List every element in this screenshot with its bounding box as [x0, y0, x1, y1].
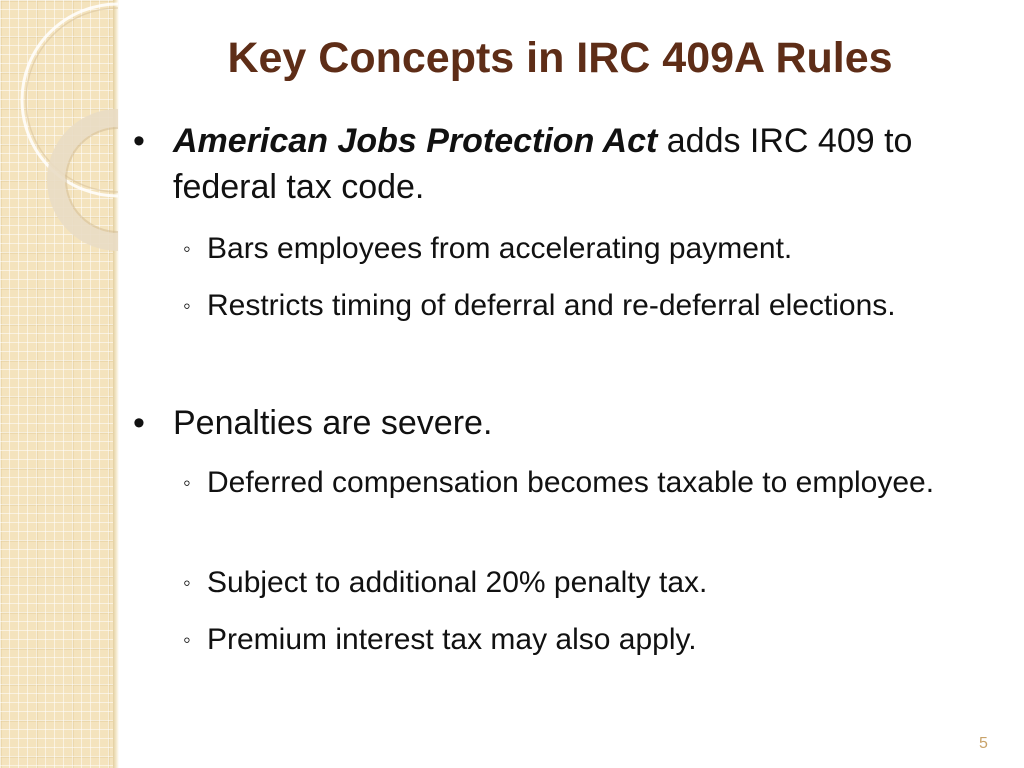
bullet-2-sub-3: [183, 619, 987, 661]
bullet-2-text: Penalties are severe.: [173, 404, 493, 442]
slide-title: Key Concepts in IRC 409A Rules: [227, 34, 893, 82]
bullet-1-sub-2: [183, 285, 987, 327]
bullet-1: [133, 118, 983, 210]
slide-page-number: 5: [979, 735, 988, 752]
bullet-1-sub-2-text: Restricts timing of deferral and re-deferral elections.: [207, 289, 896, 322]
bullet-2-sub-1-text: Deferred compensation becomes taxable to employee.: [207, 466, 935, 499]
bullet-1-sub-1-text: Bars employees from accelerating payment.: [207, 232, 793, 265]
bullet-1-sub-1: [183, 228, 987, 270]
bullet-1-sub-2-marker: ◦: [183, 293, 191, 318]
bullet-2-sub-1: [183, 462, 987, 504]
bullet-2-sub-3-marker: ◦: [183, 627, 191, 652]
bullet-2-sub-2: [183, 562, 987, 604]
bullet-1-text: adds IRC 409 to federal tax code.: [173, 122, 913, 206]
bullet-2-marker: •: [133, 404, 145, 442]
bullet-2-sub-2-text: Subject to additional 20% penalty tax.: [207, 566, 708, 599]
bullet-1-marker: •: [133, 122, 145, 160]
bullet-1-emphasis: American Jobs Protection Act: [173, 122, 658, 160]
bullet-2: [133, 400, 983, 446]
large-ring-arc: [22, 4, 118, 196]
bullet-2-sub-2-marker: ◦: [183, 570, 191, 595]
bullet-2-sub-1-marker: ◦: [183, 470, 191, 495]
bullet-1-sub-1-marker: ◦: [183, 236, 191, 261]
large-ring-arc-shadow: [26, 8, 118, 192]
bullet-2-sub-3-text: Premium interest tax may also apply.: [207, 623, 697, 656]
